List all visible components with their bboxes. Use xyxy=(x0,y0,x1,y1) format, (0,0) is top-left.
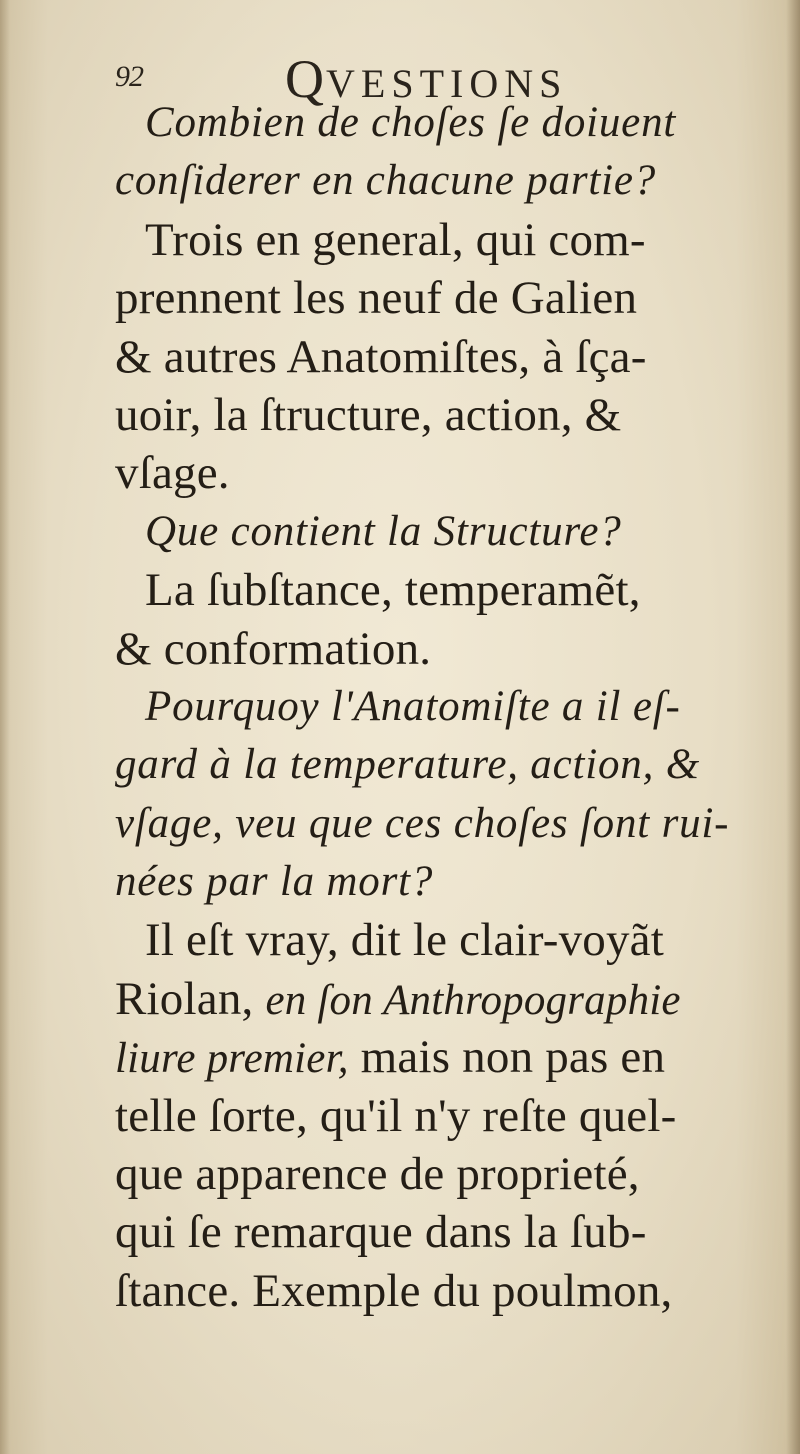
question-line: conſiderer en chacune partie? xyxy=(115,157,657,205)
answer-line: uoir, la ſtructure, action, & xyxy=(115,388,622,441)
answer-line xyxy=(115,1028,735,1086)
answer-roman-segment: Riolan, xyxy=(115,972,266,1025)
running-head-rest: VESTIONS xyxy=(326,61,568,106)
question-line: Combien de choſes ſe doiuent xyxy=(145,99,677,146)
question-line: vſage, veu que ces choſes ſont rui- xyxy=(115,799,730,847)
answer-line xyxy=(115,970,735,1028)
page-right-edge-shadow xyxy=(786,0,800,1454)
answer-line: & autres Anatomiſtes, à ſça- xyxy=(115,330,647,383)
answer-line: Trois en general, qui com- xyxy=(145,213,646,266)
answer-roman-segment: mais non pas en xyxy=(348,1031,666,1084)
question-line: gard à la temperature, action, & xyxy=(115,741,700,789)
answer-italic-segment: liure premier, xyxy=(115,1035,349,1083)
answer-line: ſtance. Exemple du poulmon, xyxy=(115,1264,673,1317)
page-left-edge-shadow xyxy=(0,0,10,1454)
answer-line: & conformation. xyxy=(115,622,432,675)
running-head-initial: Q xyxy=(285,49,326,109)
answer-line: vſage. xyxy=(115,447,230,500)
answer-line: Il eſt vray, dit le clair-voyãt xyxy=(145,914,665,967)
answer-line: telle ſorte, qu'il n'y reſte quel- xyxy=(115,1089,677,1142)
question-line: Pourquoy l'Anatomiſte a il eſ- xyxy=(145,682,681,730)
answer-line: La ſubſtance, temperamẽt, xyxy=(145,564,641,617)
answer-line: prennent les neuf de Galien xyxy=(115,272,638,325)
question-line: nées par la mort? xyxy=(115,858,434,906)
answer-italic-segment: en ſon Anthropographie xyxy=(265,976,681,1024)
answer-line: qui ſe remarque dans la ſub- xyxy=(115,1206,647,1259)
question-line: Que contient la Structure? xyxy=(145,507,622,555)
answer-line: que apparence de proprieté, xyxy=(115,1148,640,1201)
body-text xyxy=(115,94,735,1320)
page-number: 92 xyxy=(115,60,143,93)
